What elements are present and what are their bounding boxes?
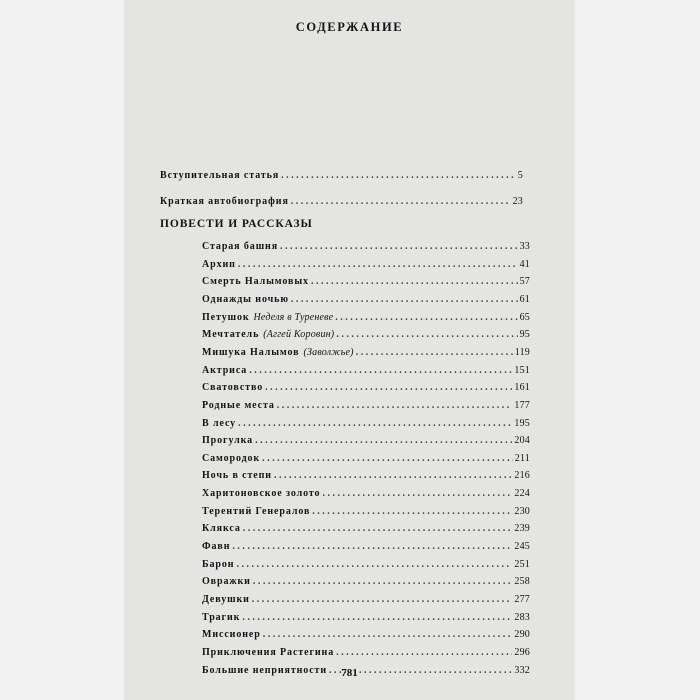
dot-leader xyxy=(265,382,512,393)
toc-entry xyxy=(202,612,530,628)
toc-entry-title: Родные места xyxy=(202,399,275,411)
dot-leader xyxy=(238,418,512,429)
dot-leader xyxy=(280,241,518,252)
dot-leader xyxy=(255,435,512,446)
toc-entry-page: 277 xyxy=(514,594,530,605)
toc-entry xyxy=(202,488,530,504)
toc-entry xyxy=(202,453,530,469)
toc-entry xyxy=(202,365,530,381)
toc-entry-page: 204 xyxy=(514,435,530,447)
toc-entry-page: 61 xyxy=(519,293,530,305)
toc-entry xyxy=(202,241,530,257)
dot-leader xyxy=(236,559,512,570)
dot-leader xyxy=(249,365,512,376)
toc-entry-page: 239 xyxy=(514,523,530,535)
toc-entry-title: Приключения Растегина xyxy=(202,647,335,658)
toc-entry xyxy=(160,170,523,186)
toc-entry-page: 57 xyxy=(519,276,530,288)
dot-leader xyxy=(242,612,512,623)
dot-leader xyxy=(281,170,516,181)
toc-entry-page: 211 xyxy=(514,452,530,464)
toc-entry xyxy=(202,294,530,310)
dot-leader xyxy=(335,312,517,323)
toc-entry xyxy=(202,418,530,434)
dot-leader xyxy=(312,506,512,517)
toc-entry-subtitle: (Заволжье) xyxy=(303,346,354,358)
dot-leader xyxy=(336,329,517,340)
dot-leader xyxy=(243,523,513,534)
dot-leader xyxy=(238,259,518,270)
dot-leader xyxy=(253,576,513,587)
toc-entry xyxy=(202,329,530,345)
toc-entry-page: 5 xyxy=(517,170,523,181)
section-title: ПОВЕСТИ И РАССКАЗЫ xyxy=(160,218,313,230)
toc-entry-page: 290 xyxy=(514,629,530,641)
toc-entry-page: 216 xyxy=(514,470,530,482)
toc-entry xyxy=(202,559,530,575)
toc-entry-title: Мечтатель xyxy=(202,329,260,341)
toc-entry xyxy=(202,541,530,557)
toc-entry-title: Терентий Генералов xyxy=(202,505,311,517)
toc-entry-title: Сватовство xyxy=(202,382,264,394)
toc-entry-title: Актриса xyxy=(202,364,248,376)
toc-entry xyxy=(202,259,530,275)
toc-entry-page: 177 xyxy=(514,399,530,411)
dot-leader xyxy=(356,347,513,358)
toc-entry-title: Овражки xyxy=(202,576,251,588)
page-number: 781 xyxy=(341,667,358,679)
toc-entry xyxy=(202,347,530,363)
toc-entry xyxy=(202,576,530,592)
toc-entry-page: 283 xyxy=(514,611,530,623)
toc-entry-title: Барон xyxy=(202,558,235,570)
toc-entry xyxy=(202,629,530,645)
toc-entry-title: Девушки xyxy=(202,594,250,605)
toc-entry-subtitle: Неделя в Туреневе xyxy=(253,311,334,323)
toc-entry-title: Старая башня xyxy=(202,241,279,252)
dot-leader xyxy=(311,276,518,287)
toc-entry-title: Трагик xyxy=(202,611,241,623)
toc-entry xyxy=(202,506,530,522)
toc-entry-page: 65 xyxy=(519,311,530,323)
toc-entry-page: 230 xyxy=(514,505,530,517)
toc-entry-page: 224 xyxy=(514,488,530,500)
dot-leader xyxy=(252,594,513,605)
dot-leader xyxy=(291,294,518,305)
toc-entry xyxy=(202,647,530,663)
toc-entry xyxy=(202,400,530,416)
dot-leader xyxy=(291,196,511,207)
dot-leader xyxy=(232,541,512,552)
left-background xyxy=(0,0,124,700)
dot-leader xyxy=(274,470,512,481)
toc-entry-title: Миссионер xyxy=(202,629,261,641)
toc-entry-title: Самородок xyxy=(202,452,261,464)
toc-entry xyxy=(202,276,530,292)
toc-entry-title: Большие неприятности xyxy=(202,664,328,676)
toc-entry-title: Архип xyxy=(202,258,236,270)
toc-entry-title: В лесу xyxy=(202,417,237,429)
right-background xyxy=(575,0,700,700)
toc-entry-subtitle: (Аггей Коровин) xyxy=(263,329,335,341)
toc-entry-page: 245 xyxy=(514,541,530,552)
toc-entry-title: Вступительная статья xyxy=(160,170,280,181)
toc-entry-page: 151 xyxy=(514,364,530,376)
toc-entry-title: Ночь в степи xyxy=(202,470,272,482)
toc-entry-title: Смерть Налымовых xyxy=(202,276,309,288)
toc-entry-page: 258 xyxy=(514,576,530,588)
toc-entry xyxy=(202,382,530,398)
toc-entry xyxy=(202,523,530,539)
toc-entry-page: 296 xyxy=(514,647,530,658)
toc-entry-page: 33 xyxy=(519,241,530,252)
dot-leader xyxy=(262,453,513,464)
toc-entry-title: Однажды ночью xyxy=(202,293,289,305)
dot-leader xyxy=(336,647,512,658)
toc-entry xyxy=(160,196,523,212)
toc-entry-page: 195 xyxy=(514,417,530,429)
book-page xyxy=(124,0,575,700)
dot-leader xyxy=(277,400,513,411)
toc-entry xyxy=(202,435,530,451)
toc-entry-page: 332 xyxy=(514,664,530,676)
toc-entry-page: 251 xyxy=(514,558,530,570)
dot-leader xyxy=(263,629,513,640)
toc-entry-title: Мишука Налымов xyxy=(202,346,300,358)
toc-entry-page: 95 xyxy=(519,329,530,341)
toc-entry-title: Краткая автобиография xyxy=(160,196,289,207)
toc-entry xyxy=(202,470,530,486)
toc-entry xyxy=(202,594,530,610)
toc-entry xyxy=(202,312,530,328)
toc-entry-page: 161 xyxy=(514,382,530,394)
toc-entry-page: 41 xyxy=(519,258,530,270)
contents-heading: СОДЕРЖАНИЕ xyxy=(295,20,404,34)
toc-entry-page: 119 xyxy=(514,346,530,358)
toc-entry-title: Харитоновское золото xyxy=(202,488,321,500)
dot-leader xyxy=(322,488,512,499)
toc-entry-title: Клякса xyxy=(202,523,241,535)
toc-entry-title: Прогулка xyxy=(202,435,254,447)
toc-entry-page: 23 xyxy=(512,196,523,207)
toc-entry-title: Фавн xyxy=(202,541,231,552)
toc-entry-title: Петушок xyxy=(202,311,250,323)
